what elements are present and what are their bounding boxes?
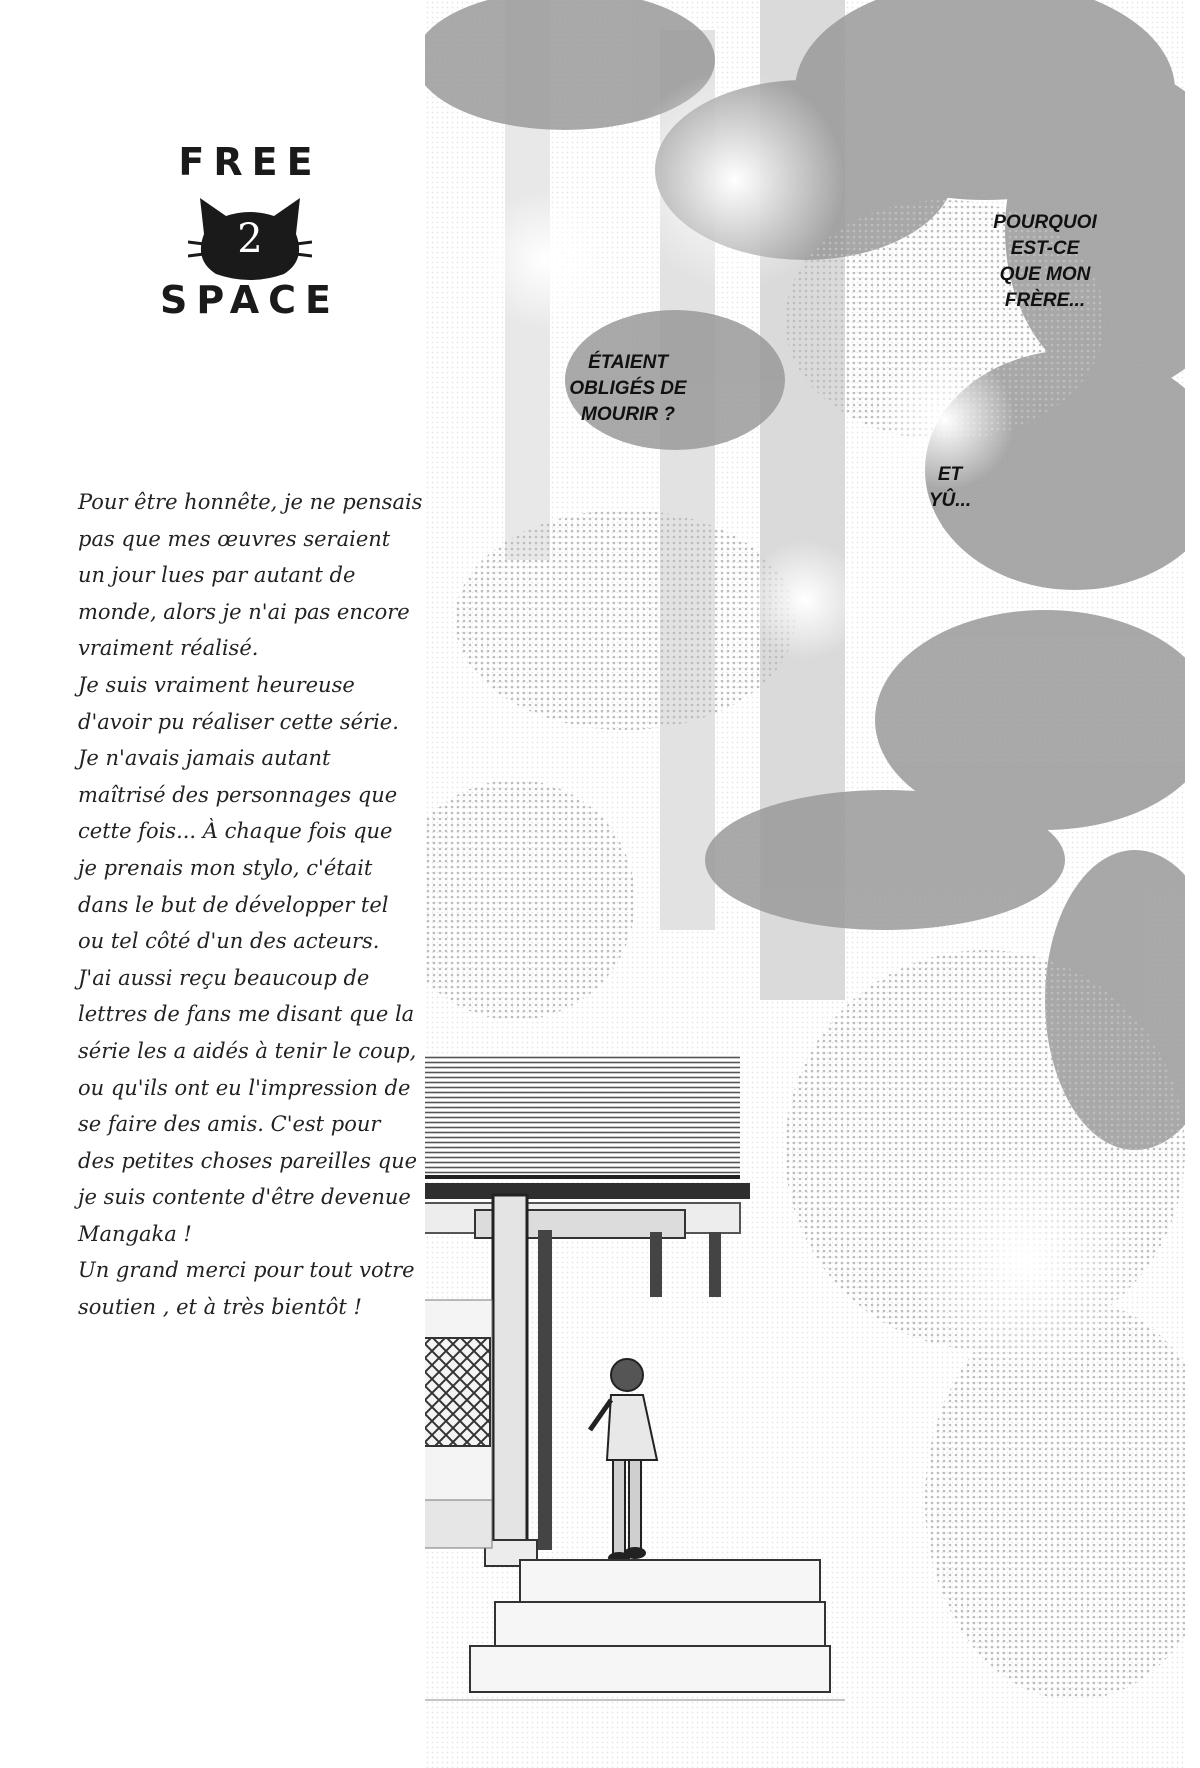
bubble-line: ÉTAIENT [588,352,668,373]
bubble-line: POURQUOI [993,212,1097,233]
note-line: Un grand merci pour tout votre [78,1258,415,1283]
note-line: J'ai aussi reçu beaucoup de [78,965,370,990]
note-line: je prenais mon stylo, c'était [78,855,373,880]
note-line: Pour être honnête, je ne pensais [78,490,423,514]
note-line: se faire des amis. C'est pour [78,1112,381,1137]
note-line: vraiment réalisé. [78,636,259,661]
free-space-title-top: FREE [178,140,322,184]
bubble-line: MOURIR ? [581,404,675,425]
note-line: lettres de fans me disant que la [78,1002,415,1027]
speech-bubble-etaient [548,350,708,428]
note-line: Je n'avais jamais autant [78,746,331,771]
note-line: Je suis vraiment heureuse [78,672,355,697]
note-line: un jour lues par autant de [78,563,356,588]
note-line: pas que mes œuvres seraient [78,526,391,551]
bubble-line: OBLIGÉS DE [569,378,687,399]
note-line: Mangaka ! [78,1221,192,1246]
note-line: monde, alors je n'ai pas encore [78,599,410,624]
note-line: des petites choses pareilles que [78,1148,418,1173]
author-note [78,484,423,1326]
note-line: cette fois... À chaque fois que [78,819,393,844]
bubble-line: EST-CE [1010,238,1080,259]
note-line: ou qu'ils ont eu l'impression de [78,1075,411,1100]
note-line: série les a aidés à tenir le coup, [78,1038,417,1063]
note-line: maîtrisé des personnages que [78,782,398,807]
speech-bubble-pourquoi [970,210,1120,314]
note-line: d'avoir pu réaliser cette série. [78,709,399,734]
bubble-line: FRÈRE... [1004,290,1086,311]
note-line: ou tel côté d'un des acteurs. [78,929,380,954]
free-space-number: 2 [237,216,263,262]
note-line: dans le but de développer tel [78,892,389,917]
free-space-header [160,140,340,340]
bubble-line: QUE MON [999,264,1091,285]
bubble-line: YÛ... [928,490,972,511]
note-line: soutien , et à très bientôt ! [78,1295,362,1320]
free-space-title-bottom: SPACE [160,278,340,322]
speech-bubble-et-yu [910,462,990,514]
note-line: je suis contente d'être devenue [78,1185,411,1210]
bubble-line: ET [937,464,963,485]
